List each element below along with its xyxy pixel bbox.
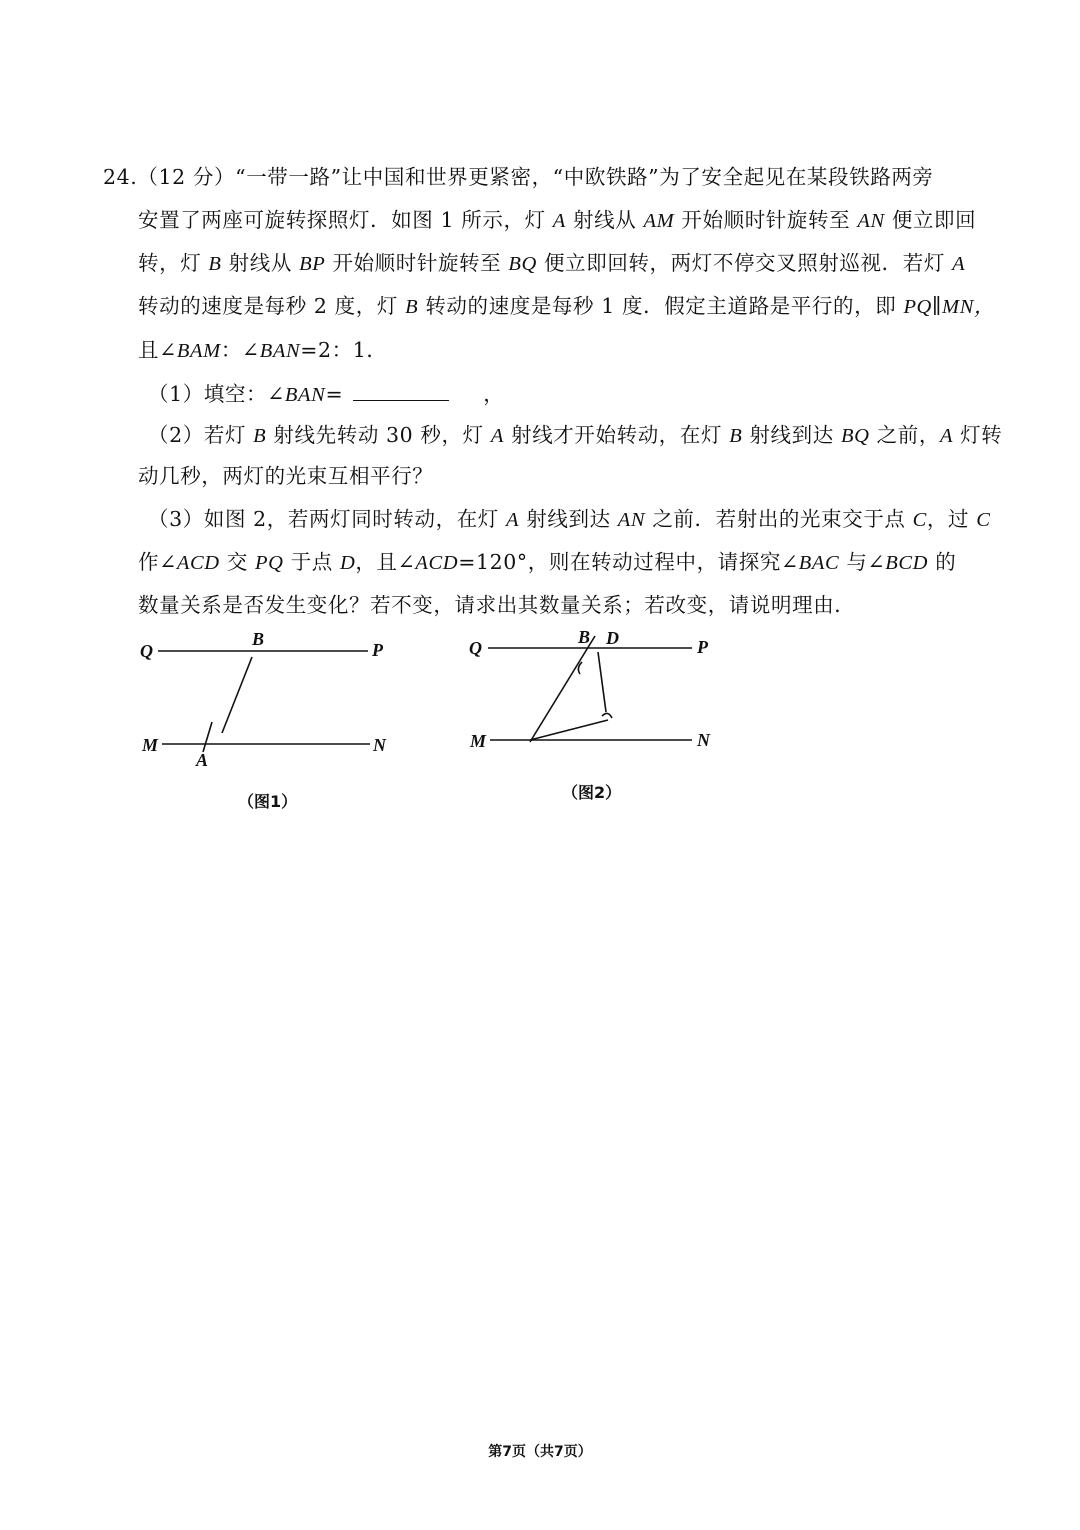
- question-2-line-2: 动几秒，两灯的光束互相平行？: [138, 464, 434, 488]
- fig2-label-p: P: [697, 637, 708, 657]
- fig1-label-n: N: [373, 735, 386, 755]
- fig1-label-p: P: [372, 640, 383, 660]
- fig1-label-b: B: [252, 629, 265, 649]
- problem-line-1: 24.（12 分）“一带一路”让中国和世界更紧密，“中欧铁路”为了安全起见在某段铁路两旁: [103, 165, 934, 189]
- fig2-label-m: M: [470, 731, 487, 751]
- fig2-label-b: B: [578, 627, 591, 647]
- figure-2-diagram: [488, 636, 692, 742]
- question-3-line-1: （3）如图 2，若两灯同时转动，在灯 A 射线到达 AN 之前．若射出的光束交于点 C，过 C: [148, 507, 991, 531]
- fig1-label-m: M: [142, 735, 159, 755]
- question-2-line-1: （2）若灯 B 射线先转动 30 秒，灯 A 射线才开始转动，在灯 B 射线到达 BQ 之前，A 灯转: [148, 423, 1003, 447]
- fig1-beam-b: [222, 657, 252, 733]
- fig2-label-q: Q: [469, 638, 482, 658]
- fig1-label-q: Q: [140, 641, 153, 661]
- figure-1-diagram: [158, 651, 370, 752]
- question-1: （1）填空：∠BAN= ，: [148, 382, 505, 406]
- fig2-segment-cd: [598, 652, 606, 712]
- problem-line-3: 转，灯 B 射线从 BP 开始顺时针旋转至 BQ 便立即回转，两灯不停交叉照射巡视．若灯 A: [138, 251, 966, 275]
- question-3-line-2: 作∠ACD 交 PQ 于点 D，且∠ACD=120°，则在转动过程中，请探究∠BAC 与∠BCD 的: [138, 550, 957, 574]
- problem-line-2: 安置了两座可旋转探照灯．如图 1 所示，灯 A 射线从 AM 开始顺时针旋转至 AN 便立即回: [138, 208, 977, 232]
- fig1-label-a: A: [196, 750, 209, 770]
- fig2-angle-mark-b: [578, 662, 582, 674]
- fig1-beam-a: [203, 722, 212, 752]
- fig2-label-d: D: [606, 628, 619, 648]
- problem-line-4: 转动的速度是每秒 2 度，灯 B 转动的速度是每秒 1 度．假定主道路是平行的，即 PQ∥MN，: [138, 294, 996, 318]
- fig2-angle-mark-c: [602, 713, 612, 718]
- problem-number: 24.: [103, 165, 138, 189]
- fig2-caption: （图2）: [562, 783, 622, 802]
- page-footer: 第7页（共7页）: [488, 1444, 592, 1460]
- problem-points: （12 分）: [137, 165, 236, 189]
- fig2-label-n: N: [697, 730, 710, 750]
- fig1-caption: （图1）: [238, 792, 298, 811]
- problem-line-5: 且∠BAM：∠BAN=2：1．: [138, 338, 388, 362]
- question-3-line-3: 数量关系是否发生变化？若不变，请求出其数量关系；若改变，请说明理由．: [138, 593, 856, 617]
